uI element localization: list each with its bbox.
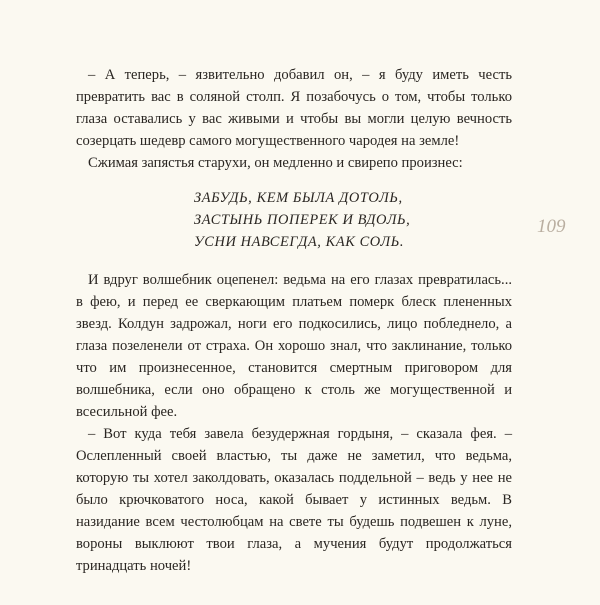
verse-line-1: ЗАБУДЬ, КЕМ БЫЛА ДОТОЛЬ, — [194, 190, 403, 206]
paragraph-threat: – А теперь, – язвительно добавил он, – я буду иметь честь превратить вас в соляной столп. Я позабочусь о том, чтобы только глаза оставались у вас живыми и чтобы вы могли целую вечность созерцать шедевр самого могущественного чародея на земле! — [76, 67, 512, 149]
page-number: 109 — [537, 216, 566, 237]
paragraph-fairy-speech: – Вот куда тебя завела безудержная гордыня, – сказала фея. – Ослепленный своей властью, ты даже не заметил, что ведьма, которую ты хотел заколдовать, оказалась поддельной – ведь у нее не было крючковатого носа, какой бывает у истинных ведьм. В назидание всем честолюбцам на свете ты будешь подвешен к луне, вороны выклюют твои глаза, а мучения будут продолжаться тринадцать ночей! — [76, 426, 512, 574]
paragraph-transformation: И вдруг волшебник оцепенел: ведьма на его глазах превратилась... в фею, и перед ее сверкающим платьем померк блеск плененных звезд. Колдун задрожал, ноги его подкосились, лицо побледнело, а глаза позеленели от страха. Он хорошо знал, что заклинание, только что им произнесенное, становится смертным приговором для волшебника, если оно обращено к столь же могущественной и всесильной фее. — [76, 272, 512, 420]
verse-line-3: УСНИ НАВСЕГДА, КАК СОЛЬ. — [194, 234, 405, 250]
incantation-verse — [194, 187, 512, 253]
verse-line-2: ЗАСТЫНЬ ПОПЕРЕК И ВДОЛЬ, — [194, 212, 411, 228]
paragraph-incantation-intro: Сжимая запястья старухи, он медленно и свирепо произнес: — [88, 155, 463, 171]
page-text — [76, 64, 512, 577]
